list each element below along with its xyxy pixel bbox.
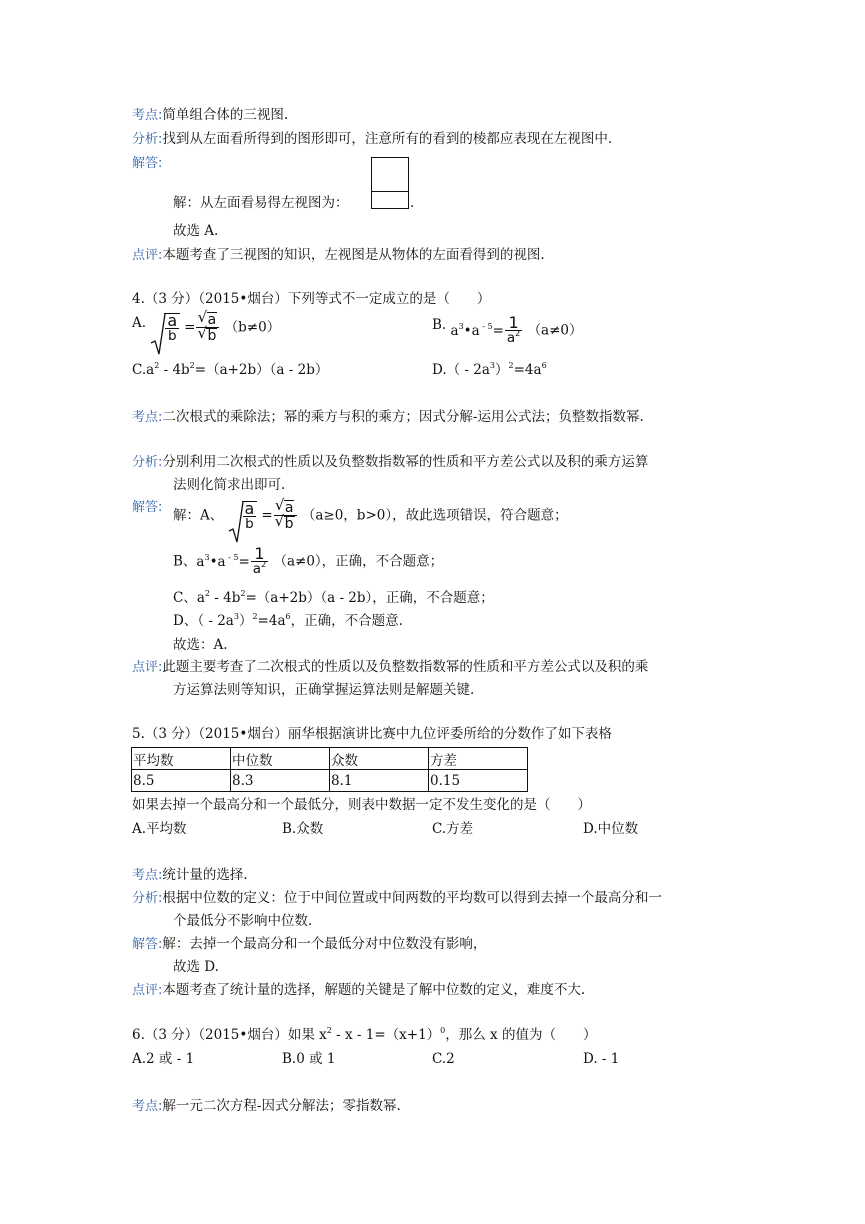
q4-jie-c: C、$a^2 - 4b^2=(a+2b)(a - 2b)$，正确，不合题意； [173, 589, 494, 606]
table-cell: 0.15 [429, 770, 528, 792]
q5-option-d: D.中位数 [583, 821, 639, 837]
q4-stem: 4.（3 分）（2015•烟台）下列等式不一定成立的是（ ） [132, 291, 491, 307]
q5-option-c: C.方差 [432, 821, 474, 837]
q4-kaodian: 考点:二次根式的乘除法；幂的乘方与积的乘方；因式分解-运用公式法；负整数指数幂. [132, 409, 644, 425]
table-header-row [132, 748, 528, 770]
q5-stem: 5.（3 分）（2015•烟台）丽华根据演讲比赛中九位评委所给的分数作了如下表格 [132, 726, 612, 742]
table-cell: 8.5 [132, 770, 231, 792]
q4-option-c: $C.a^2 - 4b^2=(a+2b)(a - 2b)$ [132, 361, 329, 378]
q6-option-d: D. - 1 [583, 1051, 620, 1067]
q5-option-a: A.平均数 [132, 821, 187, 837]
table-row [132, 770, 528, 792]
q3-answer: 故选 A. [173, 223, 219, 239]
q4-fenxi: 分析:分别利用二次根式的性质以及负整数指数幂的性质和平方差公式以及积的乘方运算 [132, 454, 649, 470]
q6-option-c: C.2 [432, 1051, 455, 1067]
q4-option-a: A. $\frac{a}{b}$ = √ a √ b （b≠0） [132, 312, 280, 343]
q5-fenxi-cont: 个最低分不影响中位数. [173, 913, 313, 929]
sqrt-fraction-formula: $\frac{a}{b}$ [150, 313, 180, 343]
q5-option-b: B.众数 [282, 821, 324, 837]
q3-jie-end: . [410, 195, 415, 211]
q4-option-d: $D.( - 2a^3)^2=4a^6$ [432, 361, 547, 378]
q4-jieda-label: 解答: [132, 500, 163, 515]
table-cell: 8.3 [231, 770, 330, 792]
q5-jieda: 解答:解：去掉一个最高分和一个最低分对中位数没有影响， [132, 936, 487, 952]
q6-stem: 6.（3 分）（2015•烟台）如果 $x^2 - x - 1=(x+1)^0$，那么 x 的值为（ ） [132, 1026, 597, 1043]
q5-kaodian: 考点:统计量的选择. [132, 867, 248, 883]
fenxi-label: 分析: [132, 132, 163, 147]
q6-option-a: A.2 或 - 1 [132, 1051, 195, 1067]
q5-dianping: 点评:本题考查了统计量的选择，解题的关键是了解中位数的定义，难度不大. [132, 982, 586, 998]
q4-dianping-cont: 方运算法则等知识，正确掌握运算法则是解题关键. [173, 682, 475, 698]
q4-fenxi-cont: 法则化简求出即可. [173, 477, 286, 493]
q4-jie-a: 解：A、 $\frac{a}{b}$ = √ a √ b （a≥0，b>0），故此选项错误，符合题意； [173, 500, 568, 531]
q3-fenxi: 分析:找到从左面看所得到的图形即可，注意所有的看到的棱都应表现在左视图中. [132, 131, 613, 147]
q3-dianping: 点评:本题考查了三视图的知识，左视图是从物体的左面看得到的视图. [132, 247, 545, 263]
stats-table [131, 747, 528, 792]
q3-kaodian: 考点:简单组合体的三视图. [132, 107, 289, 123]
q4-option-b: B. $a^3•a$ $^{- 5}$= $\frac{1}{a^2}$ （a≠0） [432, 313, 583, 346]
table-header-cell: 方差 [429, 748, 528, 770]
q5-question: 如果去掉一个最高分和一个最低分，则表中数据一定不发生变化的是（ ） [132, 797, 591, 813]
q3-jie: 解：从左面看易得左视图为： [173, 195, 349, 211]
q4-jie-d: D、（ - $2a^3)^2=4a^6$，正确，不合题意. [173, 612, 403, 629]
q5-fenxi: 分析:根据中位数的定义：位于中间位置或中间两数的平均数可以得到去掉一个最高分和一 [132, 890, 662, 906]
q4-jie-b: B、$a^3•a$ $^{- 5}$= $\frac{1}{a^2}$ （a≠0），正确，不合题意； [173, 544, 444, 577]
q5-answer: 故选 D. [173, 959, 219, 975]
left-view-figure [371, 157, 409, 209]
q6-kaodian: 考点:解一元二次方程-因式分解法；零指数幂. [132, 1098, 401, 1114]
table-cell: 8.1 [330, 770, 429, 792]
q3-jieda-label: 解答: [132, 156, 163, 171]
q6-option-b: B.0 或 1 [282, 1051, 336, 1067]
table-header-cell: 平均数 [132, 748, 231, 770]
table-header-cell: 众数 [330, 748, 429, 770]
table-header-cell: 中位数 [231, 748, 330, 770]
q4-answer: 故选：A. [173, 637, 228, 653]
q4-dianping: 点评:此题主要考查了二次根式的性质以及负整数指数幂的性质和平方差公式以及积的乘 [132, 659, 649, 675]
kaodian-label: 考点: [132, 108, 163, 123]
